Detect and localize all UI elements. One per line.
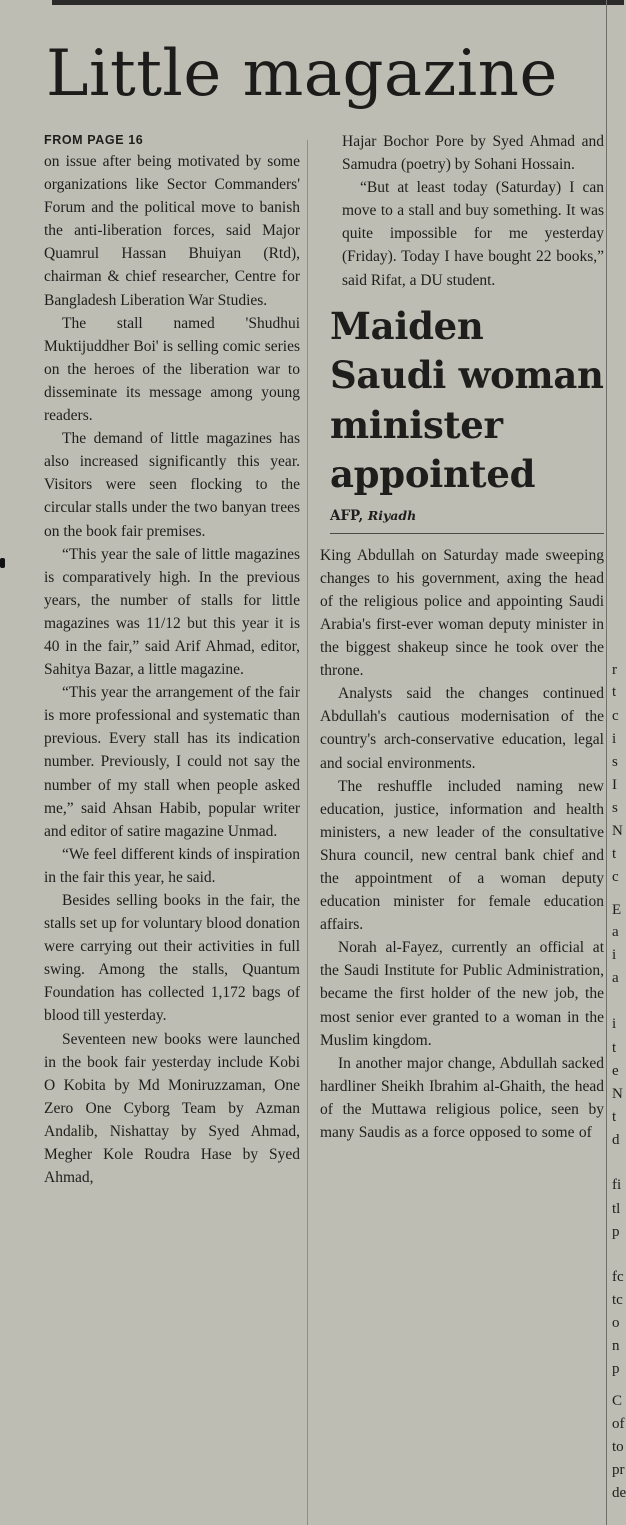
- edge-fragment: fi: [612, 1177, 622, 1193]
- edge-fragment: tl: [612, 1201, 621, 1217]
- paragraph: Besides selling books in the fair, the stalls set up for voluntary blood donation were carrying out their activities in full swing. Among the stalls, Quantum Foundation has collected 1,172 bags of blood till yesterday.: [44, 892, 300, 1025]
- edge-fragment: t: [612, 1040, 617, 1056]
- paragraph: King Abdullah on Saturday made sweeping changes to his government, axing the head of the religious police and appointing Saudi Arabia's first-ever woman deputy minister in the biggest shakeup since he took over the throne.: [320, 546, 604, 680]
- paragraph: “This year the sale of little magazines is comparatively high. In the previous years, the number of stalls for little magazines was 11/12 but this year it is 40 in the fair,” said Arif Ahmad, editor, Sahitya Bazar, a little magazine.: [44, 545, 300, 679]
- edge-fragment: i: [612, 731, 617, 747]
- byline-agency: AFP,: [330, 507, 364, 524]
- edge-fragment: de: [612, 1485, 626, 1501]
- edge-fragment: s: [612, 754, 618, 770]
- edge-fragment: i: [612, 947, 617, 963]
- paragraph: Analysts said the changes continued Abdullah's cautious modernisation of the country's arch-conservative education, legal and social environments.: [320, 685, 604, 772]
- edge-fragment: s: [612, 800, 618, 816]
- edge-fragment: E: [612, 902, 622, 918]
- edge-fragment: t: [612, 846, 617, 862]
- paragraph: Norah al-Fayez, currently an official at the Saudi Institute for Public Administration, became the first holder of the new job, the most senior ever granted to a woman in the Muslim kingdom.: [320, 939, 604, 1049]
- paragraph: “This year the arrangement of the fair is more professional and systematic than previous. Every stall has its indication number. Previously, I could not say the number of my stall when people asked me,” said Ahsan Habib, popular writer and editor of satire magazine Unmad.: [44, 684, 300, 840]
- edge-fragment: t: [612, 1109, 617, 1125]
- paragraph: Seventeen new books were launched in the book fair yesterday include Kobi O Kobita by Md Moniruzzaman, One Zero One Cyborg Team by Azman Andalib, Nishattay by Syed Ahmad, Megher Kole Roudra Hase by Syed Ahmad,: [44, 1030, 300, 1187]
- paragraph: on issue after being motivated by some organizations like Sector Commanders' Forum and the political move to banish the anti-liberation forces, said Major Quamrul Hassan Bhuiyan (Rtd), chairman & chief researcher, Centre for Bangladesh Liberation War Studies.: [44, 153, 300, 309]
- from-page-label: FROM PAGE 16: [44, 133, 144, 147]
- paragraph: The stall named 'Shudhui Muktijuddher Boi' is selling comic series on the heroes of the liberation war to disseminate its message among young readers.: [44, 314, 300, 425]
- paragraph: “We feel different kinds of inspiration in the fair this year, he said.: [44, 845, 300, 886]
- top-rule: [52, 0, 624, 5]
- edge-fragment: to: [612, 1439, 624, 1455]
- paragraph: “But at least today (Saturday) I can move to a stall and buy something. It was quite impossible for me yesterday (Friday). Today I have bought 22 books,” said Rifat, a DU student.: [342, 179, 604, 289]
- edge-fragment: d: [612, 1132, 620, 1148]
- edge-fragment: N: [612, 823, 623, 839]
- edge-fragment: N: [612, 1086, 623, 1102]
- paragraph: The reshuffle included naming new education, justice, information and health ministers, a new leader of the consultative Shura council, new central bank chief and the appointment of a woman deputy education minister for female education affairs.: [320, 777, 604, 934]
- article-headline: Maiden Saudi woman minister appointed: [330, 303, 604, 497]
- edge-fragment: tc: [612, 1292, 623, 1308]
- edge-fragment: n: [612, 1338, 620, 1354]
- byline: [330, 505, 604, 534]
- paragraph: The demand of little magazines has also increased significantly this year. Visitors were seen flocking to the circular stalls under the two banyan trees on the book fair premises.: [44, 430, 300, 540]
- edge-fragment: pr: [612, 1462, 625, 1478]
- edge-fragment: i: [612, 1016, 617, 1032]
- column-left: [44, 130, 300, 1525]
- column-divider: [307, 140, 308, 1525]
- edge-fragment: fc: [612, 1269, 624, 1285]
- byline-location: Riyadh: [367, 507, 417, 523]
- edge-fragment: p: [612, 1224, 620, 1240]
- edge-fragment: a: [612, 924, 619, 940]
- article-body: [316, 544, 604, 1144]
- edge-fragment: a: [612, 970, 619, 986]
- column-right: [316, 130, 604, 1525]
- paragraph: In another major change, Abdullah sacked hardliner Sheikh Ibrahim al-Ghaith, the head of the Muttawa religious police, seen by many Saudis as a force opposed to some of: [320, 1054, 604, 1141]
- edge-fragment: t: [612, 684, 617, 700]
- page-headline: Little magazine: [46, 37, 558, 111]
- edge-fragment: r: [612, 662, 617, 678]
- edge-fragment: C: [612, 1393, 623, 1409]
- ink-speck: [0, 558, 5, 568]
- continued-text: [316, 130, 604, 292]
- paragraph: Hajar Bochor Pore by Syed Ahmad and Samudra (poetry) by Sohani Hossain.: [342, 133, 604, 174]
- edge-fragment: e: [612, 1063, 619, 1079]
- edge-fragment: I: [612, 777, 617, 793]
- edge-fragment: of: [612, 1416, 625, 1432]
- edge-fragment: c: [612, 869, 619, 885]
- edge-fragment: o: [612, 1315, 620, 1331]
- edge-fragment: c: [612, 708, 619, 724]
- edge-fragment: p: [612, 1361, 620, 1377]
